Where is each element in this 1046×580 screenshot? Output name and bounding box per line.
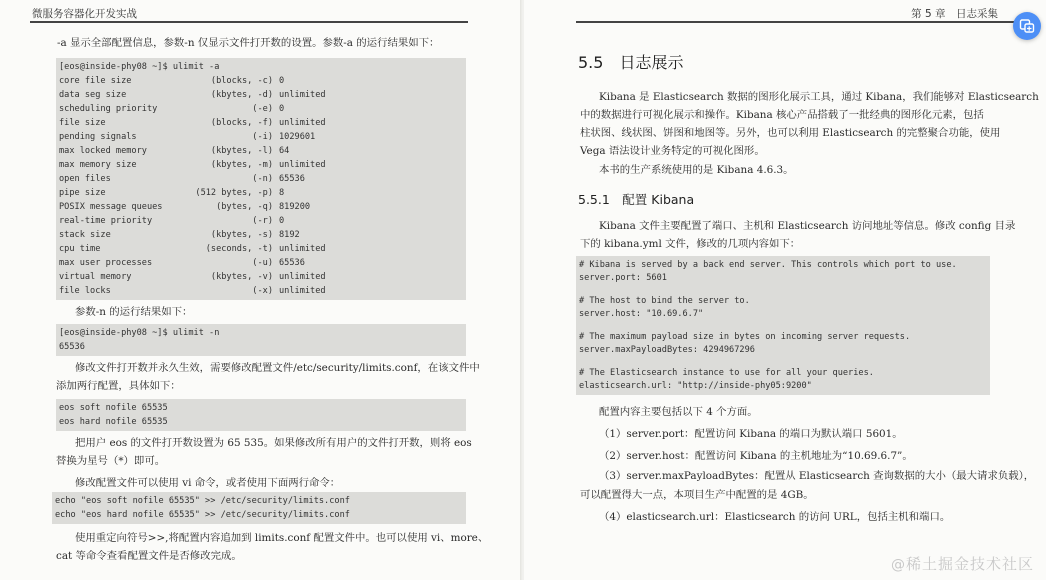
ulimit-unit: (kbytes, -m) (210, 160, 273, 170)
ulimit-name: open files (59, 174, 111, 184)
code-line: server.maxPayloadBytes: 4294967296 (579, 345, 755, 355)
ulimit-value: unlimited (279, 272, 326, 282)
ulimit-name: file locks (59, 286, 111, 296)
paragraph-kibana-intro-l2: 中的数据进行可视化展示和操作。Kibana 核心产品搭载了一批经典的图形化元素，包括 (580, 109, 984, 121)
ulimit-unit: (-r) (252, 216, 273, 226)
ulimit-name: real-time priority (59, 216, 153, 226)
ulimit-name: cpu time (59, 244, 101, 254)
paragraph-eos-limit: 把用户 eos 的文件打开数设置为 65 535。如果修改所有用户的文件打开数，则将 eos (75, 437, 472, 449)
paragraph-param-n: 参数-n 的运行结果如下： (75, 306, 193, 318)
code-block-ulimit-n (56, 324, 466, 356)
code-line (579, 321, 987, 331)
running-head-right: 第 5 章 日志采集 (911, 8, 998, 20)
ulimit-name: file size (59, 118, 106, 128)
ulimit-name: virtual memory (59, 272, 132, 282)
ulimit-row (59, 158, 463, 172)
code-line: 65536 (59, 342, 85, 352)
paragraph-limits-conf-cont: 添加两行配置，具体如下： (56, 380, 181, 392)
code-line: server.host: "10.69.6.7" (579, 309, 704, 319)
ulimit-name: max locked memory (59, 146, 147, 156)
section-title: 5.5 日志展示 (578, 53, 684, 72)
code-line: # The Elasticsearch instance to use for all your queries. (579, 368, 874, 378)
paragraph-redirect: 使用重定向符号>>,将配置内容追加到 limits.conf 配置文件中。也可以使用 vi、more、 (75, 532, 489, 544)
ulimit-row (59, 130, 463, 144)
ulimit-row (59, 214, 463, 228)
ulimit-name: data seg size (59, 90, 127, 100)
list-item-max-payload-cont: 可以配置得大一点，本项目生产中配置的是 4GB。 (580, 489, 814, 501)
ulimit-value: unlimited (279, 286, 326, 296)
code-line: echo "eos hard nofile 65535" >> /etc/security/limits.conf (55, 510, 350, 520)
header-rule (30, 21, 468, 23)
translate-fab-button[interactable] (1013, 12, 1041, 40)
ulimit-row (59, 270, 463, 284)
list-item-max-payload: （3）server.maxPayloadBytes：配置从 Elasticsearch 查询数据的大小（最大请求负载）， (599, 470, 1035, 482)
ulimit-row (59, 172, 463, 186)
paragraph-kibana-intro-l3: 柱状图、线状图、饼图和地图等。另外，也可以利用 Elasticsearch 的完整聚合功能，使用 (580, 127, 1001, 139)
ulimit-name: core file size (59, 76, 132, 86)
ulimit-row (59, 200, 463, 214)
ulimit-row (59, 186, 463, 200)
list-item-server-port: （1）server.port：配置访问 Kibana 的端口为默认端口 5601。 (599, 428, 903, 440)
ulimit-row (59, 102, 463, 116)
paragraph-kibana-intro: Kibana 是 Elasticsearch 数据的图形化展示工具，通过 Kibana，我们能够对 Elasticsearch (599, 91, 1039, 103)
ulimit-name: pipe size (59, 188, 106, 198)
ulimit-name: max memory size (59, 160, 137, 170)
code-block-echo (52, 492, 466, 524)
ulimit-row (59, 116, 463, 130)
left-page (0, 0, 522, 580)
watermark-at: @ (890, 557, 906, 573)
paragraph-kibana-config: Kibana 文件主要配置了端口、主机和 Elasticsearch 访问地址等信息。修改 config 目录 (599, 220, 1016, 232)
ulimit-unit: (512 bytes, -p) (195, 188, 273, 198)
code-line (579, 357, 987, 367)
ulimit-value: 0 (279, 216, 285, 226)
ulimit-row (59, 74, 463, 88)
paragraph-vi-cmd: 修改配置文件可以使用 vi 命令，或者使用下面两行命令： (75, 477, 341, 489)
ulimit-rows (59, 74, 463, 298)
code-block-kibana-yml (576, 256, 990, 395)
subsection-title: 5.5.1 配置 Kibana (578, 192, 695, 207)
ulimit-value: 1029601 (279, 132, 316, 142)
running-head-left: 微服务容器化开发实战 (32, 8, 137, 20)
ulimit-row (59, 228, 463, 242)
watermark (891, 553, 1034, 574)
code-line: # Kibana is served by a back end server. This controls which port to use. (579, 260, 957, 270)
ulimit-unit: (kbytes, -v) (210, 272, 273, 282)
right-page (524, 0, 1046, 580)
ulimit-unit: (-n) (252, 174, 273, 184)
ulimit-value: unlimited (279, 118, 326, 128)
paragraph-kibana-config-cont: 下的 kibana.yml 文件，修改的几项内容如下： (580, 238, 801, 250)
ulimit-value: 8192 (279, 230, 300, 240)
ulimit-value: 65536 (279, 258, 305, 268)
code-line: server.port: 5601 (579, 273, 667, 283)
code-line: echo "eos soft nofile 65535" >> /etc/security/limits.conf (55, 496, 350, 506)
ulimit-name: stack size (59, 230, 111, 240)
ulimit-unit: (-x) (252, 286, 273, 296)
ulimit-unit: (kbytes, -l) (210, 146, 273, 156)
ulimit-value: 64 (279, 146, 290, 156)
ulimit-row (59, 256, 463, 270)
ulimit-value: unlimited (279, 160, 326, 170)
ulimit-value: 65536 (279, 174, 305, 184)
ulimit-name: scheduling priority (59, 104, 158, 114)
code-prompt: [eos@inside-phy08 ~]$ ulimit -a (59, 62, 220, 72)
header-rule (576, 21, 1016, 23)
ulimit-unit: (-e) (252, 104, 273, 114)
paragraph-ulimit-intro: -a 显示全部配置信息，参数-n 仅显示文件打开数的设置。参数-a 的运行结果如下： (57, 37, 440, 49)
ulimit-value: unlimited (279, 244, 326, 254)
ulimit-value: 0 (279, 104, 285, 114)
ulimit-value: 8 (279, 188, 285, 198)
ulimit-unit: (-i) (252, 132, 273, 142)
ulimit-unit: (-u) (252, 258, 273, 268)
paragraph-kibana-version: 本书的生产系统使用的是 Kibana 4.6.3。 (599, 164, 794, 176)
list-item-es-url: （4）elasticsearch.url：Elasticsearch 的访问 URL，包括主机和端口。 (599, 511, 951, 523)
code-line: elasticsearch.url: "http://inside-phy05:9200" (579, 381, 812, 391)
code-line: [eos@inside-phy08 ~]$ ulimit -n (59, 328, 220, 338)
ulimit-name: pending signals (59, 132, 137, 142)
ulimit-row (59, 284, 463, 298)
paragraph-eos-limit-cont: 替换为星号（*）即可。 (56, 455, 166, 467)
paragraph-redirect-cont: cat 等命令查看配置文件是否修改完成。 (56, 550, 242, 562)
code-line (579, 285, 987, 295)
ulimit-value: 0 (279, 76, 285, 86)
ulimit-unit: (kbytes, -d) (210, 90, 273, 100)
ulimit-value: unlimited (279, 90, 326, 100)
code-line: eos hard nofile 65535 (59, 417, 168, 427)
ulimit-value: 819200 (279, 202, 311, 212)
list-item-server-host: （2）server.host：配置访问 Kibana 的主机地址为“10.69.6.7”。 (599, 450, 913, 462)
code-block-nofile (56, 399, 466, 431)
ulimit-name: max user processes (59, 258, 153, 268)
code-line: eos soft nofile 65535 (59, 403, 168, 413)
paragraph-kibana-intro-l4: Vega 语法设计业务特定的可视化图形。 (580, 145, 765, 157)
ulimit-row (59, 144, 463, 158)
ulimit-row (59, 242, 463, 256)
ulimit-unit: (kbytes, -s) (210, 230, 273, 240)
watermark-text: 稀土掘金技术社区 (905, 555, 1034, 573)
kibana-code-lines (579, 259, 987, 393)
code-line: # The host to bind the server to. (579, 296, 750, 306)
code-block-ulimit-a (56, 58, 466, 300)
code-line: # The maximum payload size in bytes on incoming server requests. (579, 332, 911, 342)
ulimit-unit: (blocks, -c) (210, 76, 273, 86)
ulimit-name: POSIX message queues (59, 202, 163, 212)
ulimit-unit: (bytes, -q) (216, 202, 273, 212)
ulimit-unit: (blocks, -f) (210, 118, 273, 128)
paragraph-limits-conf: 修改文件打开数并永久生效，需要修改配置文件/etc/security/limits.conf，在该文件中 (75, 362, 480, 374)
ulimit-unit: (seconds, -t) (205, 244, 273, 254)
ulimit-row (59, 88, 463, 102)
translate-icon (1019, 18, 1035, 34)
paragraph-config-aspects: 配置内容主要包括以下 4 个方面。 (599, 406, 758, 418)
